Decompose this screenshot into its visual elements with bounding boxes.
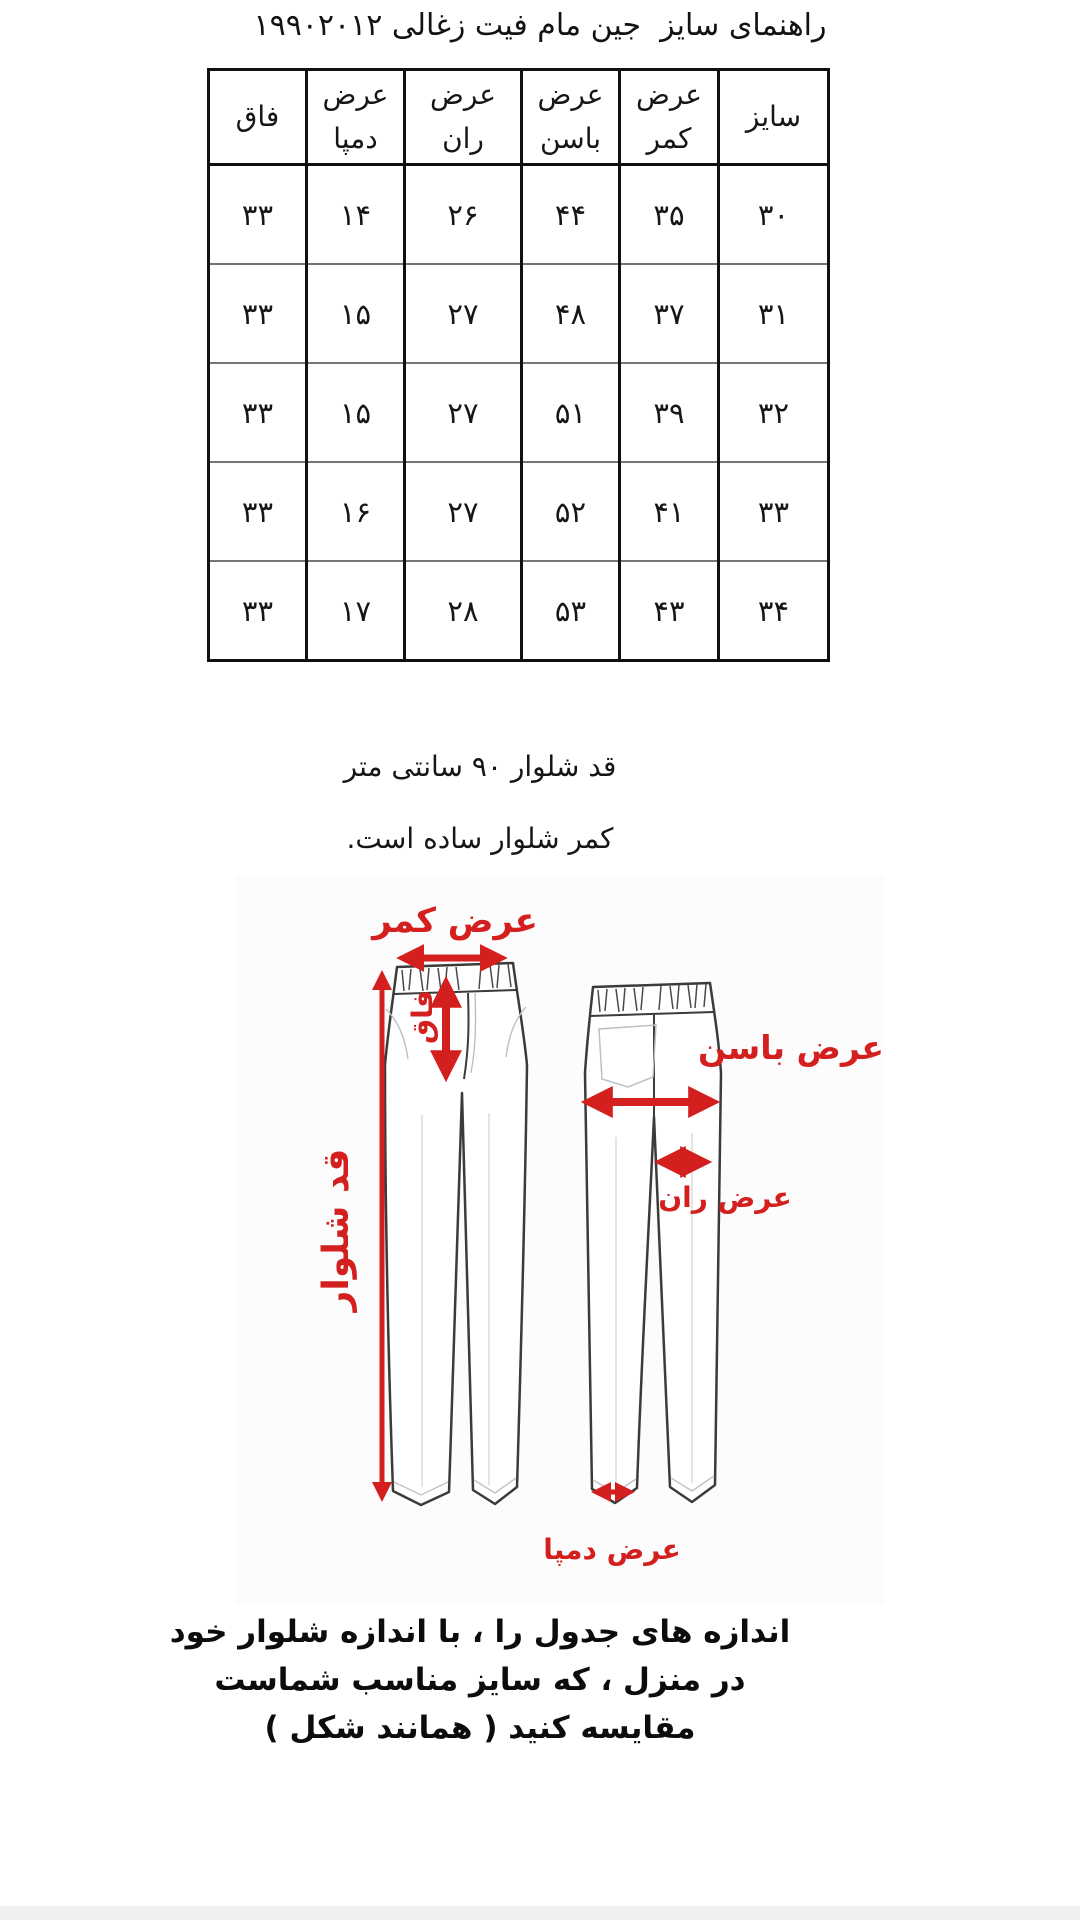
col-header-waist-width: عرض کمر (620, 70, 719, 165)
col-header-size: سایز (719, 70, 829, 165)
hip-width-label: عرض باسن (698, 1028, 884, 1067)
table-cell: ۳۰ (719, 165, 829, 265)
table-cell: ۳۳ (209, 264, 307, 363)
table-cell: ۳۳ (209, 462, 307, 561)
footer-line: مقایسه کنید ( همانند شکل ) (264, 1710, 696, 1746)
table-cell: ۳۱ (719, 264, 829, 363)
table-row (209, 165, 829, 265)
col-header-thigh-width: عرض ران (405, 70, 522, 165)
col-header-hem-width: عرض دمپا (307, 70, 405, 165)
table-cell: ۴۸ (522, 264, 620, 363)
table-row (209, 363, 829, 462)
rise-label: فاق (406, 990, 439, 1044)
pant-length-label: قد شلوار (316, 1148, 357, 1312)
table-cell: ۴۴ (522, 165, 620, 265)
table-cell: ۲۷ (405, 462, 522, 561)
table-cell: ۳۳ (209, 363, 307, 462)
table-cell: ۳۳ (209, 165, 307, 265)
table-cell: ۳۹ (620, 363, 719, 462)
waist-width-label: عرض کمر (372, 901, 538, 941)
table-cell: ۵۲ (522, 462, 620, 561)
table-cell: ۵۳ (522, 561, 620, 661)
footer-line: در منزل ، که سایز مناسب شماست (214, 1662, 746, 1698)
table-row (209, 264, 829, 363)
table-cell: ۴۱ (620, 462, 719, 561)
table-cell: ۳۳ (209, 561, 307, 661)
table-cell: ۲۸ (405, 561, 522, 661)
table-row (209, 561, 829, 661)
col-header-rise: فاق (209, 70, 307, 165)
thigh-width-label: عرض ران (658, 1181, 792, 1214)
footer-line: اندازه های جدول را ، با اندازه شلوار خود (169, 1614, 791, 1650)
table-cell: ۱۷ (307, 561, 405, 661)
measurement-diagram (235, 875, 885, 1605)
size-table (207, 68, 830, 662)
table-row (209, 462, 829, 561)
table-cell: ۱۵ (307, 363, 405, 462)
table-cell: ۳۵ (620, 165, 719, 265)
table-cell: ۳۳ (719, 462, 829, 561)
page-title: راهنمای سایز جین مام فیت زغالی ۱۹۹۰۲۰۱۲ (253, 8, 827, 43)
table-cell: ۲۷ (405, 363, 522, 462)
table-cell: ۳۷ (620, 264, 719, 363)
table-cell: ۱۴ (307, 165, 405, 265)
table-cell: ۵۱ (522, 363, 620, 462)
page-bottom-edge (0, 1906, 1080, 1920)
table-cell: ۲۷ (405, 264, 522, 363)
length-note: قد شلوار ۹۰ سانتی متر (343, 750, 617, 783)
table-cell: ۲۶ (405, 165, 522, 265)
hem-width-label: عرض دمپا (543, 1533, 681, 1566)
waist-note: کمر شلوار ساده است. (346, 822, 614, 855)
table-cell: ۴۳ (620, 561, 719, 661)
table-header-row (209, 70, 829, 165)
col-header-hip-width: عرض باسن (522, 70, 620, 165)
footer-instruction (130, 1608, 830, 1752)
table-cell: ۳۲ (719, 363, 829, 462)
table-cell: ۱۵ (307, 264, 405, 363)
table-cell: ۱۶ (307, 462, 405, 561)
table-cell: ۳۴ (719, 561, 829, 661)
